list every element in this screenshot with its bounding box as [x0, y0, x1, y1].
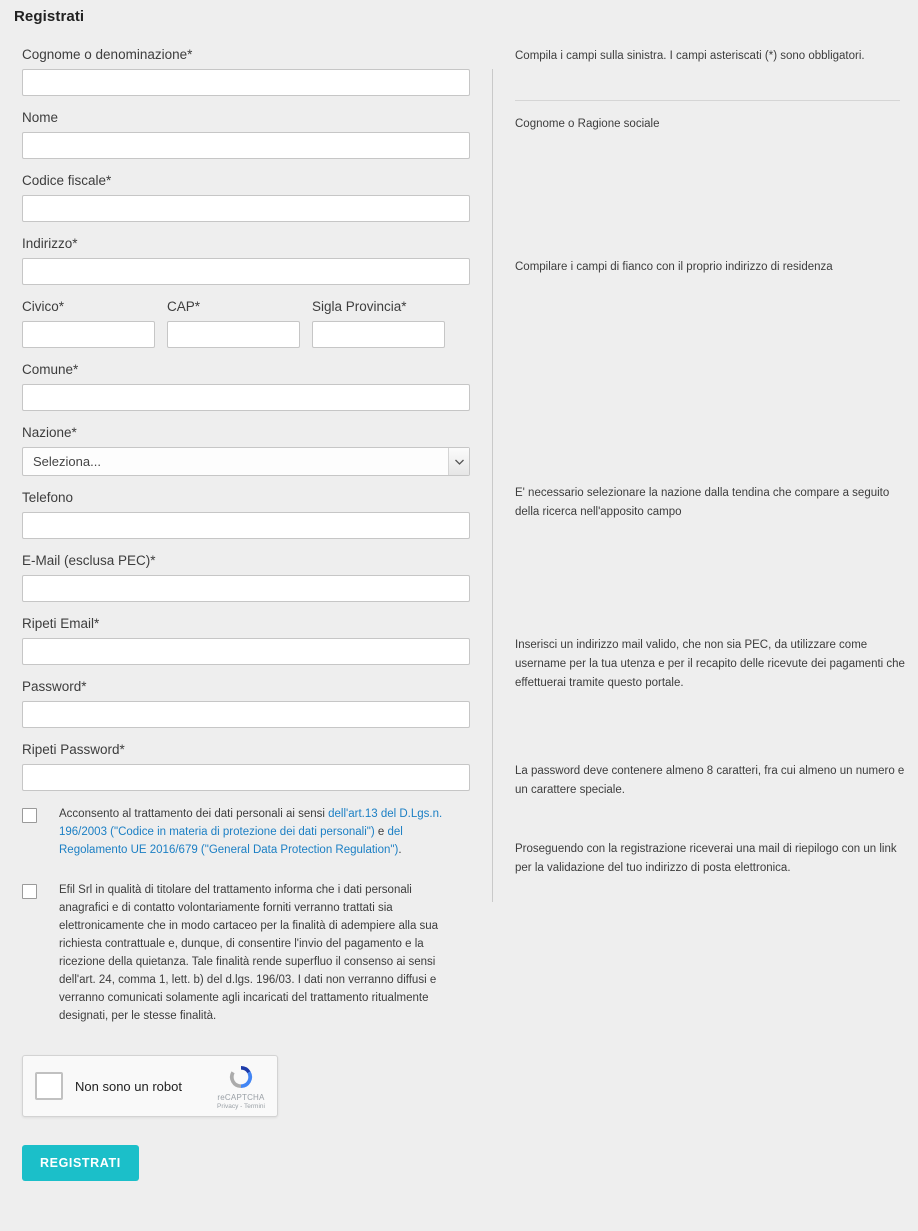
field-label: Nazione* — [22, 425, 77, 440]
field-municipality — [22, 362, 470, 411]
fiscal-code-input[interactable] — [22, 195, 470, 222]
hint-intro: Compila i campi sulla sinistra. I campi asteriscati (*) sono obbligatori. — [515, 50, 865, 62]
hint-surname: Cognome o Ragione sociale — [515, 118, 660, 130]
field-label: Cognome o denominazione* — [22, 47, 193, 62]
recaptcha-legal: Privacy - Termini — [217, 1103, 265, 1110]
field-password — [22, 679, 470, 728]
password-input[interactable] — [22, 701, 470, 728]
hint-email: Inserisci un indirizzo mail valido, che non sia PEC, da utilizzare come username per la tua utenza e per il recapito delle ricevute dei pagamenti che effettuerai tramite questo portale. — [515, 639, 905, 689]
field-postal-code — [167, 299, 300, 348]
consent-privacy-text — [59, 805, 449, 859]
field-label: Codice fiscale* — [22, 173, 112, 188]
form-left-column — [22, 47, 470, 1181]
email-repeat-input[interactable] — [22, 638, 470, 665]
field-email — [22, 553, 470, 602]
form-columns — [0, 25, 918, 1181]
email-input[interactable] — [22, 575, 470, 602]
consent-data-processing-row[interactable] — [22, 881, 470, 1025]
gdpr-link[interactable]: del Regolamento UE 2016/679 ("General Data Protection Regulation") — [59, 826, 403, 856]
field-fiscal-code — [22, 173, 470, 222]
field-surname-or-denomination — [22, 47, 470, 96]
consent-text-part: . — [398, 844, 402, 856]
surname-or-denomination-input[interactable] — [22, 69, 470, 96]
phone-input[interactable] — [22, 512, 470, 539]
consent-privacy-checkbox[interactable] — [22, 808, 37, 823]
field-province-code — [312, 299, 445, 348]
field-password-repeat — [22, 742, 470, 791]
hint-address: Compilare i campi di fianco con il proprio indirizzo di residenza — [515, 261, 833, 273]
recaptcha-branding — [213, 1062, 269, 1110]
field-nation — [22, 425, 470, 476]
consent-text-part: e — [374, 826, 388, 838]
hint-nation: E' necessario selezionare la nazione dalla tendina che compare a seguito della ricerca nell'apposito campo — [515, 487, 890, 518]
field-label: Password* — [22, 679, 87, 694]
recaptcha-brand-name: reCAPTCHA — [217, 1093, 265, 1102]
address-input[interactable] — [22, 258, 470, 285]
address-details-row — [22, 299, 470, 348]
recaptcha-icon — [226, 1062, 256, 1092]
password-repeat-input[interactable] — [22, 764, 470, 791]
field-label: CAP* — [167, 299, 201, 314]
municipality-input[interactable] — [22, 384, 470, 411]
consent-text-part: Acconsento al trattamento dei dati personali ai sensi — [59, 808, 329, 820]
page-title: Registrati — [14, 8, 85, 25]
recaptcha-checkbox[interactable] — [35, 1072, 63, 1100]
field-phone — [22, 490, 470, 539]
hint-confirmation: Proseguendo con la registrazione riceverai una mail di riepilogo con un link per la validazione del tuo indirizzo di posta elettronica. — [515, 843, 897, 874]
nation-select[interactable] — [22, 447, 470, 476]
recaptcha-label: Non sono un robot — [75, 1078, 182, 1094]
field-label: Indirizzo* — [22, 236, 78, 251]
hints-column — [515, 47, 918, 880]
field-label: E-Mail (esclusa PEC)* — [22, 553, 156, 568]
field-label: Telefono — [22, 490, 74, 505]
street-number-input[interactable] — [22, 321, 155, 348]
field-label: Comune* — [22, 362, 79, 377]
consent-data-processing-text: Efil Srl in qualità di titolare del trattamento informa che i dati personali anagrafici e di contatto volontariamente forniti verranno trattati sia elettronicamente che in modo cartaceo per la finalità di adempiere alla sua richiesta contrattuale e, dunque, di consentire l'invio del pagamento e la ricezione della quietanza. Tale finalità rende superfluo il consenso ai sensi dell'art. 24, comma 1, lett. b) del d.lgs. 196/03. I dati non verranno diffusi e verranno comunicati solamente agli incaricati del trattamento ritualmente designati, per le stesse finalità. — [59, 884, 439, 1022]
field-label: Civico* — [22, 299, 65, 314]
register-button[interactable]: REGISTRATI — [22, 1145, 139, 1181]
hint-password: La password deve contenere almeno 8 caratteri, fra cui almeno un numero e un carattere speciale. — [515, 765, 905, 796]
hint-divider — [515, 100, 900, 101]
field-email-repeat — [22, 616, 470, 665]
consent-data-processing-checkbox[interactable] — [22, 884, 37, 899]
field-label: Nome — [22, 110, 59, 125]
field-address — [22, 236, 470, 285]
column-divider — [492, 69, 493, 902]
province-code-input[interactable] — [312, 321, 445, 348]
nation-select-wrapper — [22, 447, 470, 476]
field-street-number — [22, 299, 155, 348]
consent-privacy-row[interactable] — [22, 805, 470, 859]
field-label: Sigla Provincia* — [312, 299, 407, 314]
privacy-law-link[interactable]: dell'art.13 del D.Lgs.n. 196/2003 ("Codice in materia di protezione dei dati personali") — [59, 808, 443, 838]
field-label: Ripeti Password* — [22, 742, 125, 757]
recaptcha-widget[interactable] — [22, 1055, 278, 1117]
first-name-input[interactable] — [22, 132, 470, 159]
field-first-name — [22, 110, 470, 159]
postal-code-input[interactable] — [167, 321, 300, 348]
field-label: Ripeti Email* — [22, 616, 100, 631]
